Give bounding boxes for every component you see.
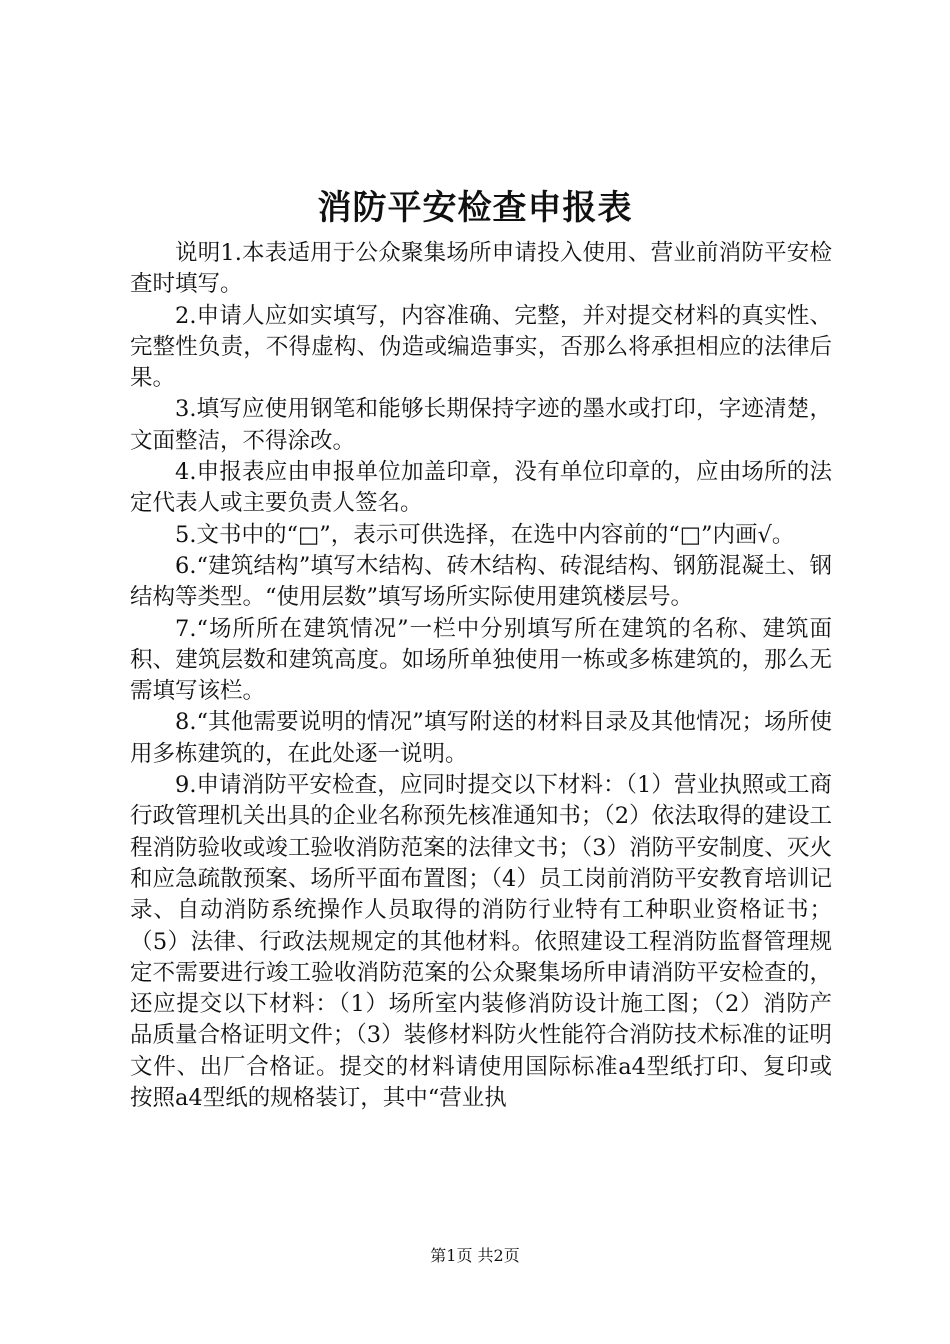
paragraph-9: 9.申请消防平安检查，应同时提交以下材料：（1）营业执照或工商行政管理机关出具的企业名称预先核准通知书；（2）依法取得的建设工程消防验收或竣工验收消防范案的法律文书；（3）消防平安制度、灭火和应急疏散预案、场所平面布置图；（4）员工岗前消防平安教育培训记录、自动消防系统操作人员取得的消防行业特有工种职业资格证书；（5）法律、行政法规规定的其他材料。依照建设工程消防监督管理规定不需要进行竣工验收消防范案的公众聚集场所申请消防平安检查的，还应提交以下材料：（1）场所室内装修消防设计施工图；（2）消防产品质量合格证明文件；（3）装修材料防火性能符合消防技术标准的证明文件、出厂合格证。提交的材料请使用国际标准a4型纸打印、复印或按照a4型纸的规格装订，其中“营业执 — [130, 772, 832, 1112]
paragraph-6: 6.“建筑结构”填写木结构、砖木结构、砖混结构、钢筋混凝土、钢结构等类型。“使用层数”填写场所实际使用建筑楼层号。 — [130, 552, 832, 611]
page-footer: 第1页 共2页 — [430, 1246, 520, 1265]
paragraph-1: 说明1.本表适用于公众聚集场所申请投入使用、营业前消防平安检查时填写。 — [130, 240, 832, 298]
document-title: 消防平安检查申报表 — [317, 188, 633, 228]
paragraph-7: 7.“场所所在建筑情况”一栏中分别填写所在建筑的名称、建筑面积、建筑层数和建筑高度。如场所单独使用一栋或多栋建筑的，那么无需填写该栏。 — [130, 615, 832, 705]
paragraph-2: 2.申请人应如实填写，内容准确、完整，并对提交材料的真实性、完整性负责，不得虚构、伪造或编造事实，否那么将承担相应的法律后果。 — [130, 302, 832, 392]
document-body — [130, 238, 832, 1114]
paragraph-5: 5.文书中的“□”，表示可供选择，在选中内容前的“□”内画√。 — [175, 521, 795, 548]
paragraph-3: 3.填写应使用钢笔和能够长期保持字迹的墨水或打印，字迹清楚，文面整洁，不得涂改。 — [130, 396, 832, 454]
paragraph-8: 8.“其他需要说明的情况”填写附送的材料目录及其他情况；场所使用多栋建筑的，在此处逐一说明。 — [130, 709, 832, 767]
paragraph-4: 4.申报表应由申报单位加盖印章，没有单位印章的，应由场所的法定代表人或主要负责人签名。 — [130, 459, 832, 517]
